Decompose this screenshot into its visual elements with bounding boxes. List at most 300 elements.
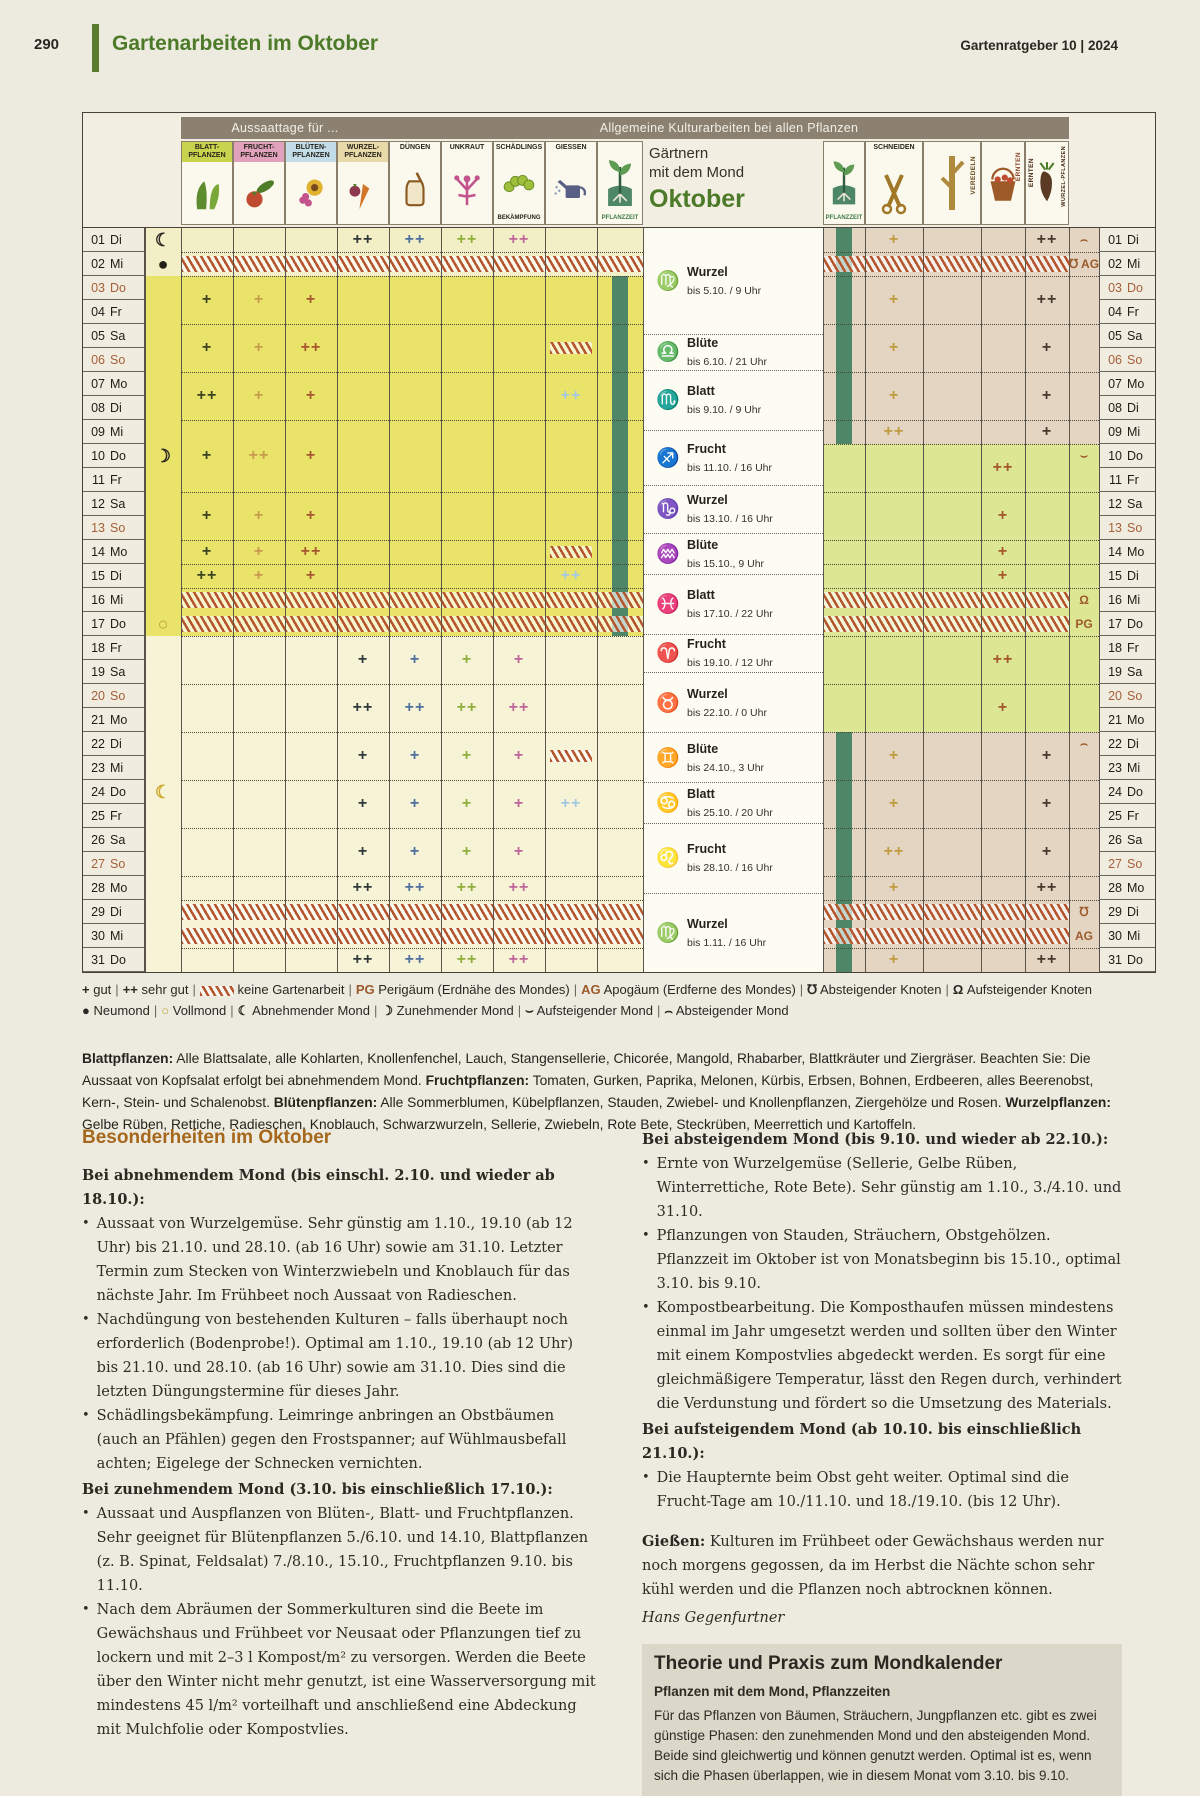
rating-mark: + xyxy=(305,387,317,404)
rating-mark: + xyxy=(513,747,525,764)
vollmond-icon: ○ xyxy=(157,614,169,634)
legend-symbol: ○ xyxy=(161,1002,170,1018)
day-cell: 17 Do xyxy=(83,612,145,636)
column-header-bluetenpflanzen: BLÜTEN-PFLANZEN xyxy=(285,141,337,225)
zodiac-until: bis 13.10. / 16 Uhr xyxy=(687,513,773,526)
zodiac-entry xyxy=(643,574,823,634)
rating-mark: + xyxy=(357,651,369,668)
zodiac-entry xyxy=(643,430,823,485)
band-general-care: Allgemeine Kulturarbeiten bei allen Pflanzen xyxy=(389,117,1069,139)
watering-can-icon xyxy=(546,154,596,224)
segment-separator xyxy=(823,540,1099,541)
zodiac-sign-icon: ♍ xyxy=(656,270,680,292)
rating-mark: + xyxy=(997,507,1009,524)
list-item: • Kompostbearbeitung. Die Komposthaufen müssen mindestens einmal im Jahr umgesetzt werden und sollten über den Winter mit einem Kompostvlies abgedeckt werden. Es sorgt für eine gleichmäßigere Temperatur, lässt den Regen durch, verhindert die Verdunstung und fördert so die Umsetzung des Materials. xyxy=(642,1300,1122,1412)
day-cell: 19 Sa xyxy=(83,660,145,684)
column-header-duengen: DÜNGEN xyxy=(389,141,441,225)
day-cell: 23 Mi xyxy=(83,756,145,780)
rating-mark: ++ xyxy=(508,699,530,716)
grid-line xyxy=(865,228,866,972)
segment-separator xyxy=(181,252,643,253)
day-cell: 02 Mi xyxy=(1099,252,1155,276)
segment-separator xyxy=(181,420,643,421)
watering-note: Gießen: Kulturen im Frühbeet oder Gewächshaus werden nur noch morgens gegossen, da im Herbst die Nächte schon sehr kühl werden und die Pflanzen noch abtrocknen können. xyxy=(642,1533,1104,1598)
rating-mark: + xyxy=(888,747,900,764)
zodiac-sign-icon: ♈ xyxy=(656,643,680,665)
rating-mark: ++ xyxy=(300,543,322,560)
rating-mark: + xyxy=(305,507,317,524)
rating-mark: ++ xyxy=(404,879,426,896)
zodiac-until: bis 9.10. / 9 Uhr xyxy=(687,404,762,417)
day-cell: 01 Di xyxy=(1099,228,1155,252)
zodiac-plant-part: Frucht xyxy=(687,637,726,652)
grid-line xyxy=(981,228,982,972)
no-gardening-hatch xyxy=(823,928,1069,944)
legend-symbol: + xyxy=(82,982,90,997)
no-watering-hatch xyxy=(550,546,592,558)
info-box-subtitle: Pflanzen mit dem Mond, Pflanzzeiten xyxy=(654,1684,891,1699)
legend-separator: | xyxy=(192,982,196,997)
day-cell: 20 So xyxy=(1099,684,1155,708)
zodiac-entry xyxy=(643,370,823,430)
segment-separator xyxy=(181,564,643,565)
list-item: • Nachdüngung von bestehenden Kulturen – falls überhaupt noch erforderlich (Bodenprobe!). Optimal am 1.10., 19.10 (ab 12 Uhr) bis 21.10. und 28.10. (ab 16 Uhr) sowie am 31.10. Dies sind die letzten Düngungstermine für dieses Jahr. xyxy=(82,1312,574,1400)
rating-mark: ++ xyxy=(404,951,426,968)
rating-mark: + xyxy=(409,747,421,764)
rating-mark: + xyxy=(357,843,369,860)
day-cell: 07 Mo xyxy=(83,372,145,396)
rating-mark: ++ xyxy=(1036,231,1058,248)
legend-label: Abnehmender Mond xyxy=(252,1002,370,1018)
rating-mark: ++ xyxy=(456,699,478,716)
list-item: • Schädlingsbekämpfung. Leimringe anbringen an Obstbäumen (auch an Pfählen) gegen den Frostspanner; auf Wühlmausbefall achten; Eigelege der Schnecken vernichten. xyxy=(82,1408,567,1472)
day-cell: 02 Mi xyxy=(83,252,145,276)
zodiac-sign-icon: ♊ xyxy=(656,747,680,769)
zodiac-until: bis 25.10. / 20 Uhr xyxy=(687,807,773,820)
legend-separator: | xyxy=(153,1002,158,1018)
day-cell: 11 Fr xyxy=(1099,468,1155,492)
rating-mark: ++ xyxy=(508,879,530,896)
rating-mark: + xyxy=(1041,795,1053,812)
day-cell: 31 Do xyxy=(1099,948,1155,972)
root-plants-icon xyxy=(338,162,388,224)
day-cell: 10 Do xyxy=(1099,444,1155,468)
rating-mark: ++ xyxy=(352,231,374,248)
plant-group-label: Fruchtpflanzen: xyxy=(425,1072,530,1088)
rating-mark: + xyxy=(888,951,900,968)
rating-mark: + xyxy=(997,699,1009,716)
legend-label: Aufsteigender Knoten xyxy=(966,982,1092,997)
leaf-plants-icon xyxy=(182,162,232,224)
legend-separator: | xyxy=(656,1002,661,1018)
segment-separator xyxy=(823,492,1099,493)
moon-event-symbol: AG xyxy=(1075,929,1093,943)
day-cell: 24 Do xyxy=(1099,780,1155,804)
list-item: • Ernte von Wurzelgemüse (Sellerie, Gelbe Rüben, Winterrettiche, Rote Bete). Sehr günstig am 1.10., 3./4.10. und 31.10. xyxy=(642,1156,1122,1220)
section-heading: Besonderheiten im Oktober xyxy=(82,1127,332,1148)
article-columns xyxy=(82,1126,1122,1796)
day-cell: 31 Do xyxy=(83,948,145,972)
day-cell: 27 So xyxy=(1099,852,1155,876)
legend-separator: | xyxy=(373,1002,378,1018)
zodiac-until: bis 17.10. / 22 Uhr xyxy=(687,608,773,621)
zodiac-until: bis 15.10., 9 Uhr xyxy=(687,557,765,570)
legend-symbol: ⌣ xyxy=(525,1002,534,1018)
rating-mark: + xyxy=(357,795,369,812)
zodiac-plant-part: Frucht xyxy=(687,842,726,857)
author-name: Hans Gegenfurtner xyxy=(642,1610,785,1626)
no-watering-hatch xyxy=(550,342,592,354)
rating-mark: + xyxy=(888,231,900,248)
grid-line xyxy=(285,228,286,972)
rating-mark: ++ xyxy=(560,387,582,404)
zodiac-until: bis 28.10. / 16 Uhr xyxy=(687,862,773,875)
zodiac-sign-icon: ♎ xyxy=(656,342,680,364)
day-cell: 14 Mo xyxy=(1099,540,1155,564)
page-header xyxy=(0,24,1200,74)
grid-line xyxy=(337,228,338,972)
no-gardening-hatch xyxy=(823,616,1069,632)
no-gardening-hatch xyxy=(823,256,1069,272)
day-cell: 23 Mi xyxy=(1099,756,1155,780)
zodiac-entry xyxy=(643,533,823,574)
rating-mark: ++ xyxy=(560,567,582,584)
segment-separator xyxy=(181,828,643,829)
rating-mark: ++ xyxy=(352,699,374,716)
day-cell: 03 Do xyxy=(1099,276,1155,300)
day-cell: 12 Sa xyxy=(83,492,145,516)
legend-separator: | xyxy=(230,1002,234,1018)
rating-mark: + xyxy=(253,543,265,560)
segment-separator xyxy=(823,684,1099,685)
segment-separator xyxy=(823,732,1099,733)
rating-mark: + xyxy=(461,843,473,860)
abnehmender-mond-icon: ☾ xyxy=(154,782,172,802)
no-gardening-hatch xyxy=(181,928,643,944)
rating-mark: + xyxy=(201,507,213,524)
legend-separator: | xyxy=(945,982,949,997)
rating-mark: + xyxy=(461,795,473,812)
rating-mark: + xyxy=(1041,339,1053,356)
segment-separator xyxy=(823,324,1099,325)
grid-line xyxy=(145,228,146,972)
day-cell: 13 So xyxy=(1099,516,1155,540)
rating-mark: + xyxy=(253,567,265,584)
day-cell: 30 Mi xyxy=(83,924,145,948)
moon-gardening-line1: Gärtnern xyxy=(649,145,709,162)
rating-mark: + xyxy=(461,747,473,764)
calendar-body xyxy=(83,227,1155,972)
rating-mark: + xyxy=(305,447,317,464)
day-cell: 27 So xyxy=(83,852,145,876)
legend-label: Zunehmender Mond xyxy=(396,1002,514,1018)
moon-event-symbol: ℧ xyxy=(1079,905,1089,919)
day-cell: 26 Sa xyxy=(83,828,145,852)
legend-label: Absteigender Knoten xyxy=(820,982,942,997)
month-title-block xyxy=(649,145,819,214)
day-cell: 18 Fr xyxy=(1099,636,1155,660)
grid-line xyxy=(597,228,598,972)
legend-symbol: ++ xyxy=(122,982,138,997)
zunehmender-mond-icon: ☽ xyxy=(154,446,172,466)
segment-separator xyxy=(823,444,1099,445)
rating-mark: + xyxy=(305,567,317,584)
segment-separator xyxy=(181,588,643,589)
day-cell: 13 So xyxy=(83,516,145,540)
rating-mark: + xyxy=(1041,747,1053,764)
rating-mark: + xyxy=(409,651,421,668)
segment-separator xyxy=(823,900,1099,901)
no-gardening-hatch xyxy=(823,592,1069,608)
zodiac-until: bis 1.11. / 16 Uhr xyxy=(687,936,767,949)
flower-plants-icon xyxy=(286,162,336,224)
column-header-pflanzzeit-left: PFLANZZEIT xyxy=(597,141,643,225)
rating-mark: + xyxy=(253,387,265,404)
day-cell: 24 Do xyxy=(83,780,145,804)
rating-mark: + xyxy=(997,543,1009,560)
day-cell: 09 Mi xyxy=(1099,420,1155,444)
day-cell: 04 Fr xyxy=(1099,300,1155,324)
moon-event-symbol: ℧ AG xyxy=(1068,257,1100,271)
segment-separator xyxy=(823,780,1099,781)
zodiac-until: bis 5.10. / 9 Uhr xyxy=(687,284,762,297)
pest-caterpillar-icon xyxy=(494,154,544,213)
column-header-wurzelernten: WURZEL-PFLANZEN ERNTEN xyxy=(1025,141,1069,225)
rating-mark: + xyxy=(201,291,213,308)
rating-mark: + xyxy=(201,339,213,356)
day-cell: 05 Sa xyxy=(83,324,145,348)
segment-separator xyxy=(823,588,1099,589)
day-cell: 29 Di xyxy=(1099,900,1155,924)
legend-separator: | xyxy=(115,982,119,997)
segment-separator xyxy=(823,420,1099,421)
grid-line xyxy=(493,228,494,972)
zodiac-entry xyxy=(643,672,823,732)
zodiac-sign-icon: ♋ xyxy=(656,793,680,815)
legend-symbol: ● xyxy=(82,1002,90,1018)
rating-mark: ++ xyxy=(1036,879,1058,896)
grid-line xyxy=(389,228,390,972)
rating-mark: + xyxy=(461,651,473,668)
rating-mark: + xyxy=(1041,387,1053,404)
segment-separator xyxy=(823,876,1099,877)
zodiac-entry xyxy=(643,634,823,672)
rating-mark: + xyxy=(888,795,900,812)
column-header-veredeln: VEREDELN xyxy=(923,141,981,225)
segment-separator xyxy=(181,276,643,277)
rating-mark: + xyxy=(201,543,213,560)
legend-line-1 xyxy=(82,980,1122,1001)
fruit-plants-icon xyxy=(234,162,284,224)
zodiac-plant-part: Wurzel xyxy=(687,686,728,701)
day-cell: 29 Di xyxy=(83,900,145,924)
rating-mark: ++ xyxy=(404,699,426,716)
zodiac-until: bis 6.10. / 21 Uhr xyxy=(687,356,767,369)
zodiac-entry xyxy=(643,228,823,334)
day-cell: 19 Sa xyxy=(1099,660,1155,684)
segment-separator xyxy=(823,564,1099,565)
rating-mark: + xyxy=(357,747,369,764)
legend-symbol: ☽ xyxy=(381,1002,394,1018)
day-cell: 06 So xyxy=(83,348,145,372)
day-cell: 21 Mo xyxy=(83,708,145,732)
grid-line xyxy=(823,228,824,972)
rating-mark: + xyxy=(513,795,525,812)
rating-mark: ++ xyxy=(883,843,905,860)
legend-label: sehr gut xyxy=(141,982,189,997)
rating-mark: + xyxy=(888,291,900,308)
legend xyxy=(82,980,1122,1022)
column-header-wurzelpflanzen: WURZEL-PFLANZEN xyxy=(337,141,389,225)
segment-separator xyxy=(181,876,643,877)
column-header-schaedlingsbekaempfung: SCHÄDLINGS BEKÄMPFUNG xyxy=(493,141,545,225)
day-cell: 15 Di xyxy=(1099,564,1155,588)
day-cell: 10 Do xyxy=(83,444,145,468)
column-header-pflanzzeit-right: PFLANZZEIT xyxy=(823,141,865,225)
legend-symbol: AG xyxy=(581,982,601,997)
rating-mark: ++ xyxy=(352,879,374,896)
no-gardening-hatch xyxy=(823,904,1069,920)
rating-mark: ++ xyxy=(248,447,270,464)
rating-mark: + xyxy=(888,387,900,404)
list-item: • Nach dem Abräumen der Sommerkulturen sind die Beete im Gewächshaus und Frühbeet vor Neusaat oder Pflanzungen tief zu lockern und mit 2–3 l Kompost/m² zu versorgen. Werden die Beete über den Winter nicht mehr genutzt, ist eine Wasserversorgung mit mindestens 45 l/m² vorteilhaft und anschließend eine Abdeckung mit Mulchfolie oder Kompostvlies. xyxy=(82,1602,596,1738)
segment-separator xyxy=(823,372,1099,373)
segment-separator xyxy=(181,540,643,541)
page-title: Gartenarbeiten im Oktober xyxy=(112,32,379,55)
list-item: • Pflanzungen von Stauden, Sträuchern, Obstgehölzen. Pflanzzeit im Oktober ist von Monatsbeginn bis 15.10., optimal 3.10. bis 9.10. xyxy=(642,1228,1121,1292)
legend-label: Apogäum (Erdferne des Mondes) xyxy=(603,982,796,997)
no-gardening-swatch xyxy=(200,986,234,996)
zodiac-entry xyxy=(643,732,823,782)
segment-separator xyxy=(823,276,1099,277)
zodiac-column xyxy=(643,228,823,972)
rating-mark: ++ xyxy=(560,795,582,812)
plant-group-label: Blattpflanzen: xyxy=(82,1050,174,1066)
no-gardening-hatch xyxy=(181,592,643,608)
day-cell: 18 Fr xyxy=(83,636,145,660)
zodiac-entry xyxy=(643,485,823,533)
legend-symbol: ☾ xyxy=(237,1002,250,1018)
info-box xyxy=(642,1644,1122,1796)
month-name: Oktober xyxy=(649,184,745,213)
zodiac-until: bis 22.10. / 0 Uhr xyxy=(687,706,767,719)
zodiac-sign-icon: ♑ xyxy=(656,499,680,521)
day-cell: 16 Mi xyxy=(1099,588,1155,612)
rating-mark: ++ xyxy=(508,951,530,968)
rating-mark: ++ xyxy=(456,231,478,248)
day-cell: 22 Di xyxy=(1099,732,1155,756)
rating-mark: + xyxy=(305,291,317,308)
rating-mark: + xyxy=(1041,843,1053,860)
segment-separator xyxy=(181,492,643,493)
segment-separator xyxy=(823,948,1099,949)
info-box-text: Für das Pflanzen von Bäumen, Sträuchern, Jungpflanzen etc. gibt es zwei günstige Phasen: den zunehmenden Mond und den absteigenden Mond. Beide sind gleichwertig und können genutzt werden. Optimal ist es, wenn sich die Phasen überlappen, wie in diesem Monat vom 3.10. bis 9.10. xyxy=(654,1708,1097,1783)
subheading-descending-moon: Bei absteigendem Mond (bis 9.10. und wieder ab 22.10.): xyxy=(642,1131,1109,1148)
legend-label: Absteigender Mond xyxy=(675,1002,789,1018)
legend-separator: | xyxy=(573,982,578,997)
grid-line xyxy=(545,228,546,972)
rating-mark: + xyxy=(253,339,265,356)
abnehmender-mond-icon: ☾ xyxy=(154,230,172,250)
grid-line xyxy=(441,228,442,972)
planting-time-bar xyxy=(612,276,628,636)
rating-mark: + xyxy=(888,339,900,356)
rating-mark: + xyxy=(409,795,421,812)
plant-group-text: Tomaten, Gurken, Paprika, Melonen, Kürbis, Erbsen, Bohnen, Erdbeeren, alles Beerenobst, Kern-, Stein- und Schalenobst. xyxy=(82,1072,1094,1110)
zodiac-sign-icon: ♍ xyxy=(656,922,680,944)
segment-separator xyxy=(181,684,643,685)
band-sowing-days: Aussaattage für ... xyxy=(181,117,389,139)
plant-group-label: Blütenpflanzen: xyxy=(273,1094,378,1110)
zodiac-plant-part: Wurzel xyxy=(687,916,728,931)
day-cell: 17 Do xyxy=(1099,612,1155,636)
plant-group-label: Wurzelpflanzen: xyxy=(1005,1094,1111,1110)
info-box-title: Theorie und Praxis zum Mondkalender xyxy=(654,1653,1003,1674)
rating-mark: ++ xyxy=(196,387,218,404)
zodiac-sign-icon: ♐ xyxy=(656,447,680,469)
segment-separator xyxy=(181,900,643,901)
rating-mark: + xyxy=(513,651,525,668)
grid-line xyxy=(1025,228,1026,972)
day-cell: 28 Mo xyxy=(1099,876,1155,900)
grid-line xyxy=(233,228,234,972)
day-cell: 22 Di xyxy=(83,732,145,756)
rating-mark: ++ xyxy=(404,231,426,248)
rating-mark: ++ xyxy=(196,567,218,584)
legend-label: Neumond xyxy=(93,1002,150,1018)
zodiac-sign-icon: ♌ xyxy=(656,848,680,870)
zodiac-entry xyxy=(643,823,823,893)
legend-separator: | xyxy=(348,982,352,997)
moon-event-symbol: ⌢ xyxy=(1080,736,1088,751)
rating-mark: + xyxy=(997,567,1009,584)
day-cell: 04 Fr xyxy=(83,300,145,324)
page-number: 290 xyxy=(34,36,60,53)
segment-separator xyxy=(181,324,643,325)
plant-groups-paragraph xyxy=(82,1048,1120,1136)
segment-separator xyxy=(181,372,643,373)
moon-event-symbol: PG xyxy=(1075,617,1093,631)
legend-label: Perigäum (Erdnähe des Mondes) xyxy=(378,982,570,997)
day-cell: 11 Fr xyxy=(83,468,145,492)
legend-symbol: ℧ xyxy=(807,982,818,997)
weed-thistle-icon xyxy=(442,154,492,224)
rating-mark: + xyxy=(409,843,421,860)
day-cell: 14 Mo xyxy=(83,540,145,564)
pruning-shears-icon xyxy=(866,154,922,224)
zodiac-plant-part: Blatt xyxy=(687,787,715,802)
grid-line xyxy=(643,228,644,972)
day-cell: 08 Di xyxy=(1099,396,1155,420)
legend-symbol: PG xyxy=(355,982,375,997)
legend-symbol: Ω xyxy=(952,982,964,997)
moon-calendar-table xyxy=(82,112,1156,973)
segment-separator xyxy=(823,828,1099,829)
rating-mark: + xyxy=(1041,423,1053,440)
zodiac-plant-part: Frucht xyxy=(687,441,726,456)
column-header-fruchtpflanzen: FRUCHT-PFLANZEN xyxy=(233,141,285,225)
column-header-schneiden: SCHNEIDEN xyxy=(865,141,923,225)
day-cell: 03 Do xyxy=(83,276,145,300)
segment-separator xyxy=(181,732,643,733)
grid-line xyxy=(181,228,182,972)
zodiac-entry xyxy=(643,782,823,823)
legend-separator: | xyxy=(517,1002,522,1018)
column-header-giessen: GIESSEN xyxy=(545,141,597,225)
day-cell: 12 Sa xyxy=(1099,492,1155,516)
segment-separator xyxy=(823,252,1099,253)
rating-mark: ++ xyxy=(1036,291,1058,308)
